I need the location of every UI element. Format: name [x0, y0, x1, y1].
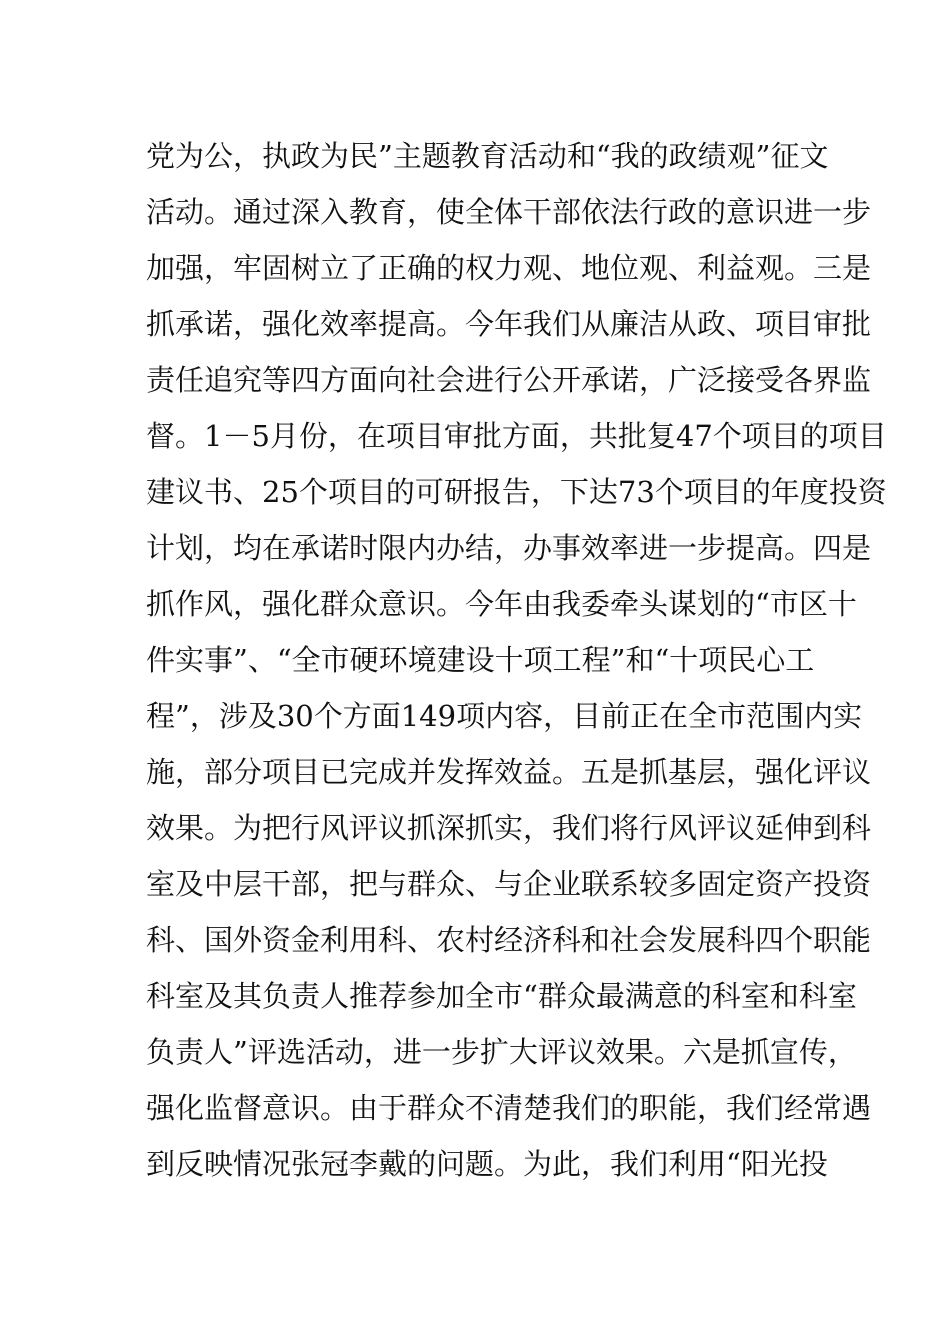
text-line: 科、国外资金利用科、农村经济科和社会发展科四个职能: [146, 923, 872, 957]
text-line: 责任追究等四方面向社会进行公开承诺，广泛接受各界监: [146, 363, 872, 397]
text-line: 建议书、25个项目的可研报告，下达73个项目的年度投资: [146, 475, 887, 509]
text-line: 党为公，执政为民”主题教育活动和“我的政绩观”征文: [146, 139, 829, 173]
text-line: 活动。通过深入教育，使全体干部依法行政的意识进一步: [146, 195, 872, 229]
body-text: [146, 128, 887, 1192]
text-line: 抓作风，强化群众意识。今年由我委牵头谋划的“市区十: [146, 587, 857, 621]
text-line: 抓承诺，强化效率提高。今年我们从廉洁从政、项目审批: [146, 307, 872, 341]
text-line: 负责人”评选活动，进一步扩大评议效果。六是抓宣传，: [146, 1035, 857, 1069]
text-line: 计划，均在承诺时限内办结，办事效率进一步提高。四是: [146, 531, 872, 565]
text-line: 加强，牢固树立了正确的权力观、地位观、利益观。三是: [146, 251, 872, 285]
text-line: 施，部分项目已完成并发挥效益。五是抓基层，强化评议: [146, 755, 872, 789]
text-line: 强化监督意识。由于群众不清楚我们的职能，我们经常遇: [146, 1091, 872, 1125]
text-line: 室及中层干部，把与群众、与企业联系较多固定资产投资: [146, 867, 872, 901]
text-line: 督。1－5月份，在项目审批方面，共批复47个项目的项目: [146, 419, 887, 453]
text-line: 效果。为把行风评议抓深抓实，我们将行风评议延伸到科: [146, 811, 872, 845]
text-line: 件实事”、“全市硬环境建设十项工程”和“十项民心工: [146, 643, 815, 677]
text-line: 到反映情况张冠李戴的问题。为此，我们利用“阳光投: [146, 1147, 828, 1181]
text-line: 科室及其负责人推荐参加全市“群众最满意的科室和科室: [146, 979, 857, 1013]
text-line: 程”，涉及30个方面149项内容，目前正在全市范围内实: [146, 699, 863, 733]
